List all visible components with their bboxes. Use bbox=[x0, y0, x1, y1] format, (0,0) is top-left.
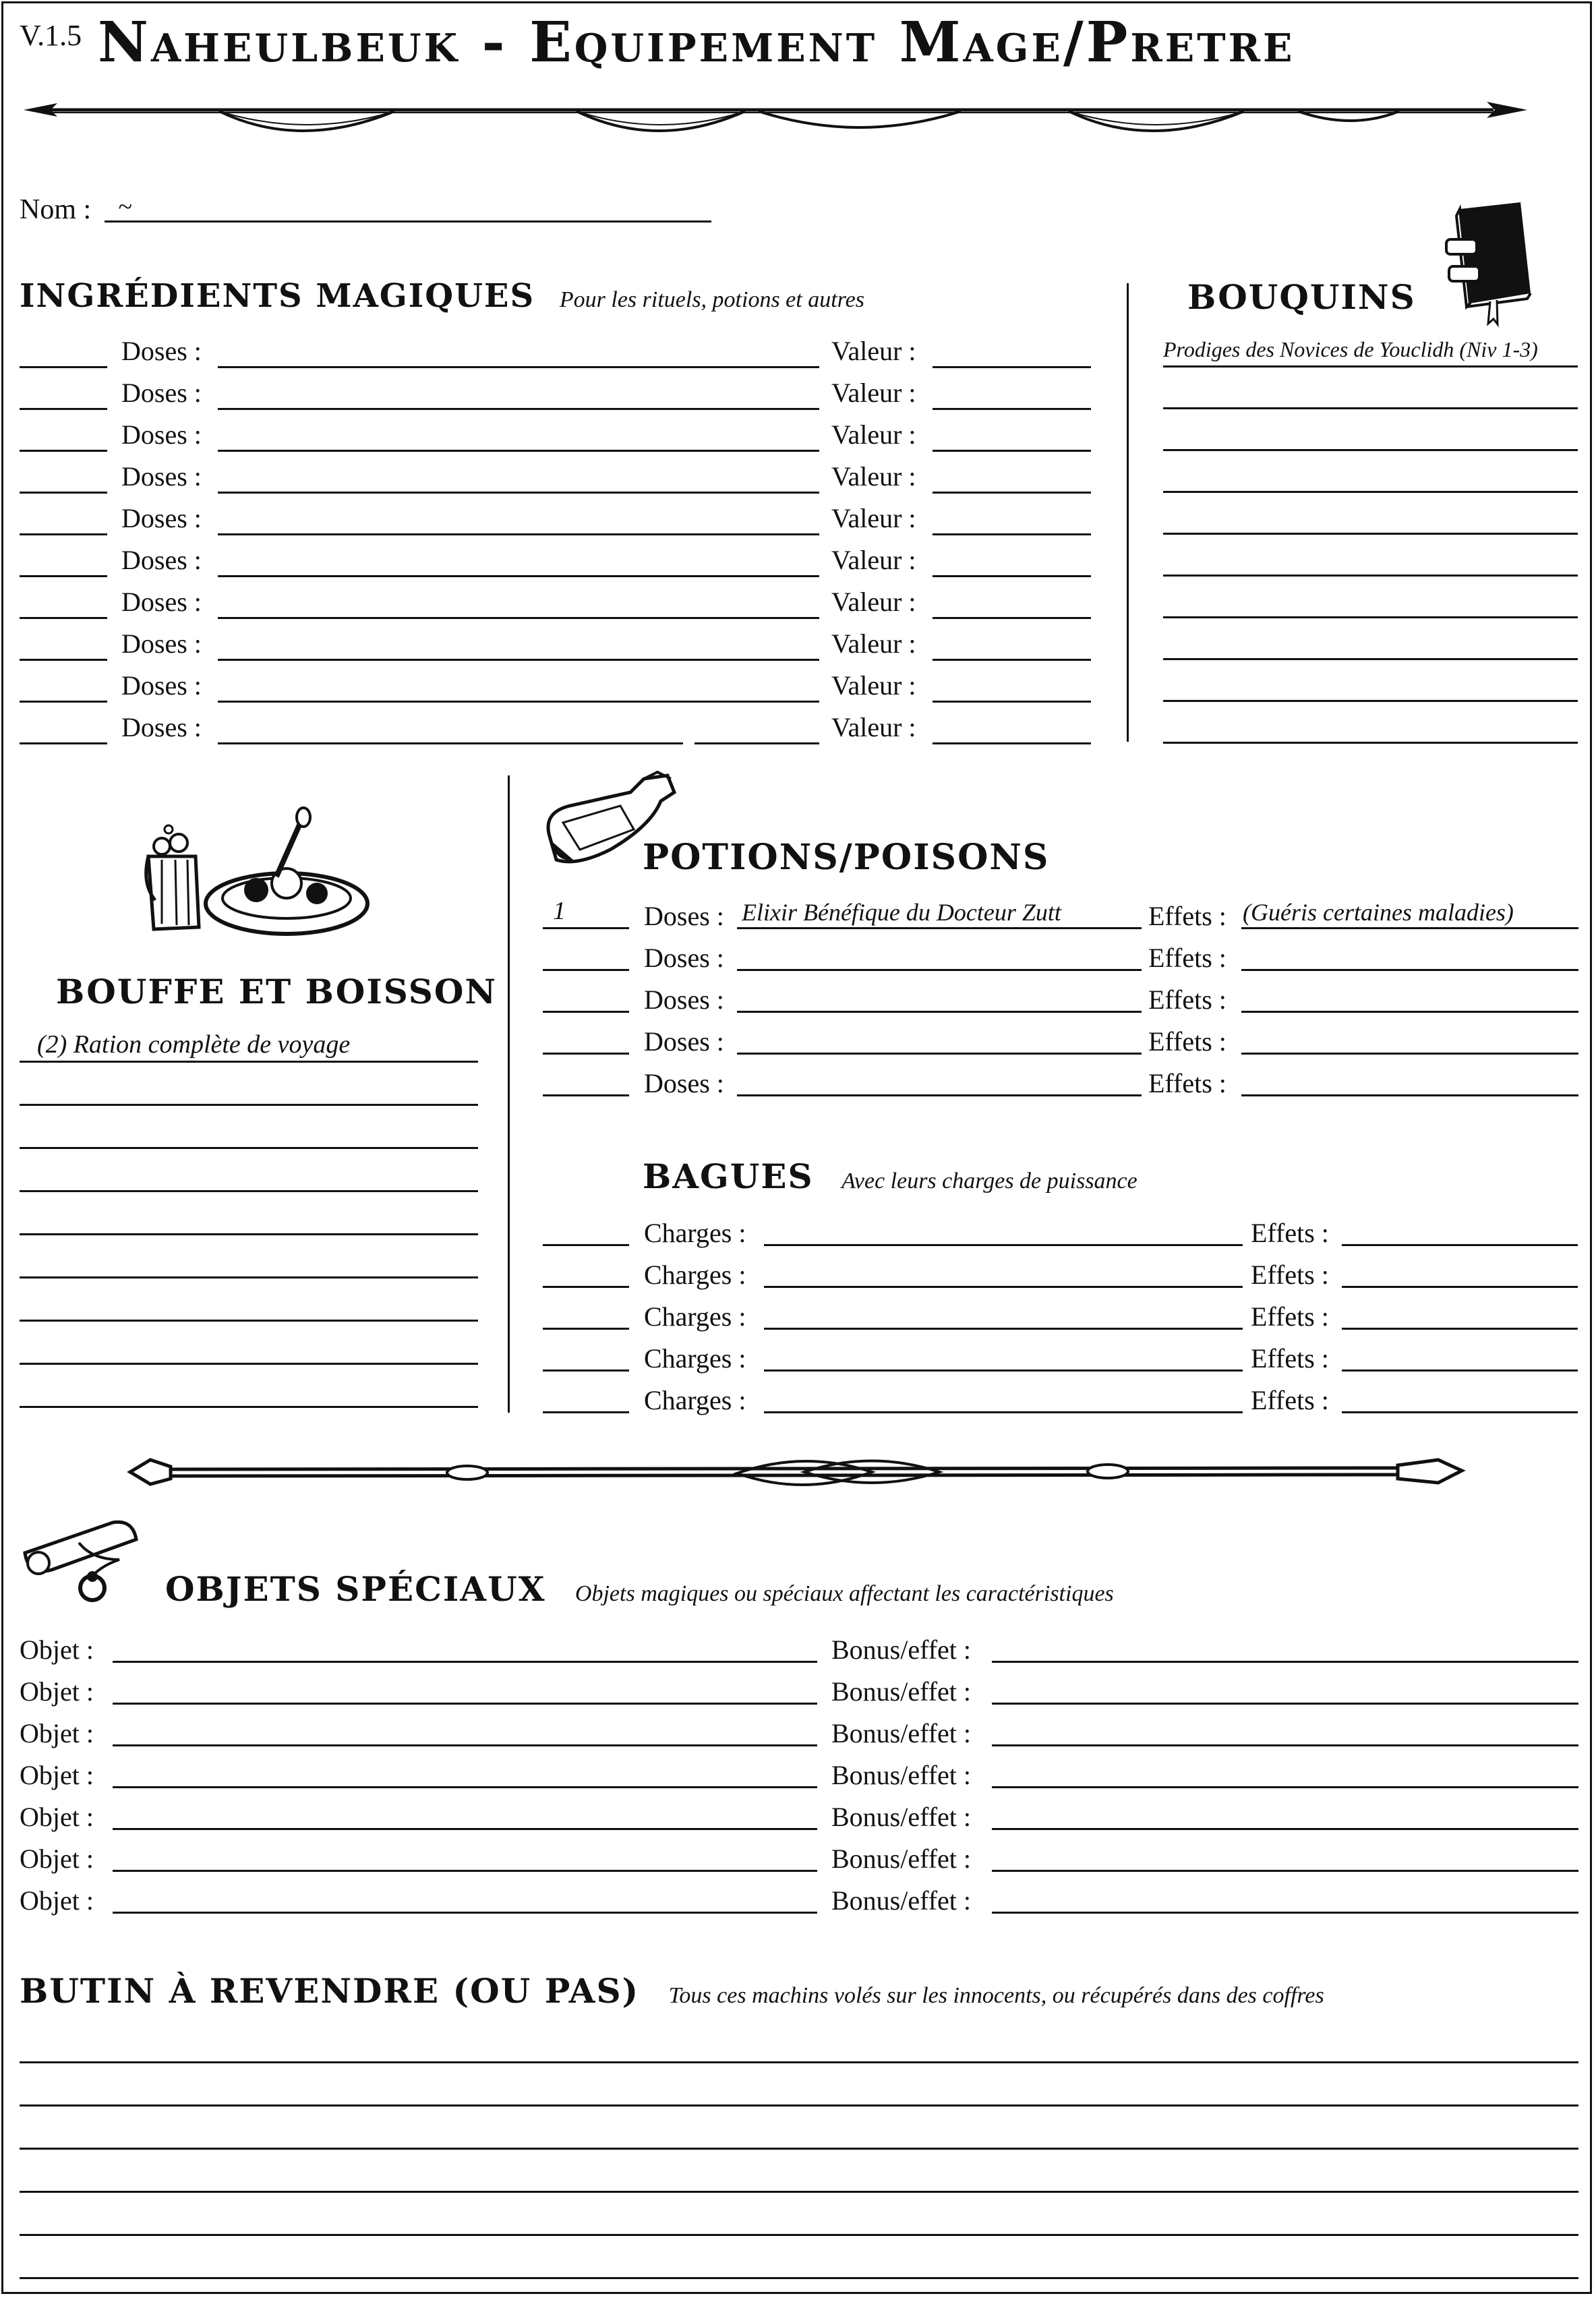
objets-heading bbox=[165, 1569, 1114, 1609]
bouffe-line bbox=[20, 1104, 478, 1106]
ingredient-valeur-label: Valeur : bbox=[831, 503, 916, 533]
ingredient-valeur-line bbox=[933, 533, 1091, 535]
butin-heading bbox=[20, 1971, 1324, 2011]
objet-label: Objet : bbox=[20, 1676, 94, 1707]
ingredient-valeur-label: Valeur : bbox=[831, 378, 916, 408]
ingredient-qty-line bbox=[20, 659, 107, 661]
potion-qty-line bbox=[543, 1053, 629, 1055]
bague-effets-label: Effets : bbox=[1251, 1260, 1329, 1290]
bouffe-line bbox=[20, 1147, 478, 1149]
ingredient-valeur-line bbox=[933, 659, 1091, 661]
bonus-effet-label: Bonus/effet : bbox=[831, 1760, 972, 1790]
potion-qty[interactable]: 1 bbox=[553, 897, 566, 925]
bague-charges-label: Charges : bbox=[644, 1385, 746, 1415]
bouquin-line bbox=[1163, 407, 1578, 409]
ingredient-qty-line bbox=[20, 701, 107, 703]
character-sheet bbox=[1, 1, 1592, 2294]
ingredient-name-line bbox=[218, 659, 819, 661]
ingredient-valeur-line bbox=[933, 742, 1091, 744]
objet-line bbox=[113, 1828, 817, 1830]
ingredient-valeur-label: Valeur : bbox=[831, 336, 916, 366]
bague-charges-label: Charges : bbox=[644, 1343, 746, 1374]
objet-line bbox=[113, 1703, 817, 1705]
bague-qty-line bbox=[543, 1286, 629, 1288]
potion-name-line bbox=[737, 1053, 1142, 1055]
bague-effets-line bbox=[1342, 1369, 1578, 1372]
bonus-effet-label: Bonus/effet : bbox=[831, 1718, 972, 1748]
bouffe-line bbox=[20, 1363, 478, 1365]
ingredient-valeur-line bbox=[933, 701, 1091, 703]
ingredient-name-line bbox=[218, 742, 683, 744]
bague-effets-label: Effets : bbox=[1251, 1385, 1329, 1415]
ingredient-valeur-label: Valeur : bbox=[831, 419, 916, 450]
staff-divider-icon bbox=[130, 1453, 1465, 1494]
bonus-effet-label: Bonus/effet : bbox=[831, 1844, 972, 1874]
bouffe-line bbox=[20, 1061, 478, 1063]
arrow-divider-icon bbox=[17, 90, 1534, 150]
bouquin-line bbox=[1163, 616, 1578, 618]
scroll-ring-icon bbox=[18, 1512, 160, 1607]
ingredient-valeur-line bbox=[933, 617, 1091, 619]
ingredient-name-line bbox=[218, 408, 819, 410]
bagues-title: BAGUES bbox=[643, 1156, 814, 1196]
ingredient-valeur-label: Valeur : bbox=[831, 545, 916, 575]
book-icon bbox=[1440, 199, 1541, 327]
bonus-effet-line bbox=[992, 1703, 1578, 1705]
potion-effet-line bbox=[1241, 969, 1578, 971]
bouquin-line bbox=[1163, 365, 1578, 367]
bonus-effet-line bbox=[992, 1828, 1578, 1830]
bouffe-line bbox=[20, 1276, 478, 1278]
bague-qty-line bbox=[543, 1328, 629, 1330]
objet-line bbox=[113, 1912, 817, 1914]
potion-effet-line bbox=[1241, 1011, 1578, 1013]
bouffe-line bbox=[20, 1320, 478, 1322]
ingredient-name-line bbox=[218, 701, 819, 703]
bague-effets-label: Effets : bbox=[1251, 1301, 1329, 1332]
bague-effets-line bbox=[1342, 1286, 1578, 1288]
potion-qty-line bbox=[543, 1094, 629, 1096]
bouffe-title: BOUFFE ET BOISSON bbox=[56, 972, 498, 1011]
bouquin-line bbox=[1163, 491, 1578, 493]
objet-label: Objet : bbox=[20, 1802, 94, 1832]
bague-charges-line bbox=[764, 1286, 1243, 1288]
objet-label: Objet : bbox=[20, 1885, 94, 1916]
version-label: V.1.5 bbox=[20, 19, 82, 52]
bague-charges-line bbox=[764, 1411, 1243, 1413]
bouffe-line bbox=[20, 1406, 478, 1408]
bague-charges-line bbox=[764, 1369, 1243, 1372]
ingredient-valeur-line bbox=[933, 366, 1091, 368]
butin-line bbox=[20, 2277, 1578, 2279]
butin-title: BUTIN À REVENDRE (OU PAS) bbox=[20, 1971, 640, 2011]
objet-line bbox=[113, 1870, 817, 1872]
bouquins-title: BOUQUINS bbox=[1187, 277, 1416, 317]
ingredient-valeur-line bbox=[933, 408, 1091, 410]
ingredient-valeur-label: Valeur : bbox=[831, 712, 916, 742]
potion-name-line bbox=[737, 1011, 1142, 1013]
potion-qty-line bbox=[543, 1011, 629, 1013]
ingredient-doses-label: Doses : bbox=[121, 545, 202, 575]
bague-effets-label: Effets : bbox=[1251, 1343, 1329, 1374]
ingredient-qty-line bbox=[20, 617, 107, 619]
bonus-effet-line bbox=[992, 1870, 1578, 1872]
bague-effets-label: Effets : bbox=[1251, 1218, 1329, 1248]
ingredient-valeur-label: Valeur : bbox=[831, 670, 916, 701]
nom-value[interactable]: ~ bbox=[118, 193, 132, 221]
potions-title: POTIONS/POISONS bbox=[643, 837, 1050, 878]
ingredient-doses-label: Doses : bbox=[121, 461, 202, 492]
bouquins-separator bbox=[1127, 283, 1129, 742]
bague-charges-line bbox=[764, 1328, 1243, 1330]
butin-line bbox=[20, 2148, 1578, 2150]
ingredient-doses-label: Doses : bbox=[121, 628, 202, 659]
ingredient-name-line bbox=[218, 366, 819, 368]
ingredient-qty-line bbox=[20, 408, 107, 410]
ingredient-qty-line bbox=[20, 575, 107, 577]
ingredient-qty-line bbox=[20, 366, 107, 368]
potion-name[interactable]: Elixir Bénéfique du Docteur Zutt bbox=[742, 899, 1061, 926]
potion-doses-label: Doses : bbox=[644, 943, 724, 973]
objet-label: Objet : bbox=[20, 1844, 94, 1874]
butin-line bbox=[20, 2191, 1578, 2193]
bouffe-line bbox=[20, 1190, 478, 1192]
bonus-effet-label: Bonus/effet : bbox=[831, 1634, 972, 1665]
bouquin-line bbox=[1163, 533, 1578, 535]
bouffe-separator bbox=[508, 775, 510, 1413]
potion-qty-line bbox=[543, 927, 629, 929]
potion-effet[interactable]: (Guéris certaines maladies) bbox=[1243, 899, 1514, 926]
potion-effet-line bbox=[1241, 927, 1578, 929]
butin-line bbox=[20, 2104, 1578, 2106]
potion-doses-label: Doses : bbox=[644, 1068, 724, 1098]
ingredient-valeur-label: Valeur : bbox=[831, 628, 916, 659]
ingredient-name-line-2 bbox=[694, 742, 819, 744]
potion-effets-label: Effets : bbox=[1148, 1026, 1226, 1057]
nom-label: Nom : bbox=[20, 194, 92, 225]
ingredient-doses-label: Doses : bbox=[121, 503, 202, 533]
ingredient-doses-label: Doses : bbox=[121, 336, 202, 366]
bouquin-line bbox=[1163, 742, 1578, 744]
ingredient-name-line bbox=[218, 575, 819, 577]
bague-qty-line bbox=[543, 1411, 629, 1413]
butin-subtitle: Tous ces machins volés sur les innocents, ou récupérés dans des coffres bbox=[668, 1983, 1324, 2008]
objet-line bbox=[113, 1786, 817, 1788]
bonus-effet-line bbox=[992, 1786, 1578, 1788]
ingredient-valeur-line bbox=[933, 492, 1091, 494]
bagues-subtitle: Avec leurs charges de puissance bbox=[841, 1169, 1137, 1194]
bague-effets-line bbox=[1342, 1328, 1578, 1330]
page-title: Naheulbeuk - Equipement Mage/Pretre bbox=[98, 10, 1295, 75]
bouquin-line bbox=[1163, 574, 1578, 577]
ingredient-doses-label: Doses : bbox=[121, 419, 202, 450]
ingredient-name-line bbox=[218, 450, 819, 452]
bonus-effet-line bbox=[992, 1744, 1578, 1746]
potion-name-line bbox=[737, 927, 1142, 929]
objet-label: Objet : bbox=[20, 1718, 94, 1748]
butin-line bbox=[20, 2234, 1578, 2236]
objet-label: Objet : bbox=[20, 1634, 94, 1665]
bague-charges-label: Charges : bbox=[644, 1301, 746, 1332]
potion-name-line bbox=[737, 969, 1142, 971]
bague-qty-line bbox=[543, 1369, 629, 1372]
bague-effets-line bbox=[1342, 1244, 1578, 1246]
ingredient-qty-line bbox=[20, 492, 107, 494]
bouffe-item[interactable]: (2) Ration complète de voyage bbox=[37, 1030, 351, 1059]
ingredient-name-line bbox=[218, 617, 819, 619]
bonus-effet-label: Bonus/effet : bbox=[831, 1802, 972, 1832]
ingredient-doses-label: Doses : bbox=[121, 670, 202, 701]
ingredient-qty-line bbox=[20, 742, 107, 744]
bouquin-line bbox=[1163, 658, 1578, 660]
ingredient-doses-label: Doses : bbox=[121, 587, 202, 617]
ingredient-name-line bbox=[218, 533, 819, 535]
bonus-effet-line bbox=[992, 1661, 1578, 1663]
bague-charges-label: Charges : bbox=[644, 1260, 746, 1290]
ingredient-valeur-line bbox=[933, 575, 1091, 577]
bague-effets-line bbox=[1342, 1411, 1578, 1413]
potion-name-line bbox=[737, 1094, 1142, 1096]
ingredient-doses-label: Doses : bbox=[121, 712, 202, 742]
objet-line bbox=[113, 1744, 817, 1746]
bonus-effet-label: Bonus/effet : bbox=[831, 1676, 972, 1707]
potion-effet-line bbox=[1241, 1053, 1578, 1055]
bouquin-line bbox=[1163, 449, 1578, 451]
ingredients-heading bbox=[20, 277, 864, 315]
ingredient-name-line bbox=[218, 492, 819, 494]
potion-effet-line bbox=[1241, 1094, 1578, 1096]
potion-doses-label: Doses : bbox=[644, 901, 724, 931]
butin-line bbox=[20, 2061, 1578, 2063]
potion-effets-label: Effets : bbox=[1148, 984, 1226, 1015]
bouquin-line bbox=[1163, 700, 1578, 702]
ingredient-valeur-line bbox=[933, 450, 1091, 452]
potion-qty-line bbox=[543, 969, 629, 971]
bagues-heading bbox=[643, 1156, 1137, 1196]
ingredient-doses-label: Doses : bbox=[121, 378, 202, 408]
ingredient-valeur-label: Valeur : bbox=[831, 461, 916, 492]
bonus-effet-label: Bonus/effet : bbox=[831, 1885, 972, 1916]
bonus-effet-line bbox=[992, 1912, 1578, 1914]
potion-doses-label: Doses : bbox=[644, 984, 724, 1015]
potion-doses-label: Doses : bbox=[644, 1026, 724, 1057]
bague-qty-line bbox=[543, 1244, 629, 1246]
objet-line bbox=[113, 1661, 817, 1663]
objets-title: OBJETS SPÉCIAUX bbox=[165, 1569, 546, 1609]
bouquin-name[interactable]: Prodiges des Novices de Youclidh (Niv 1-3) bbox=[1163, 337, 1538, 361]
ingredient-valeur-label: Valeur : bbox=[831, 587, 916, 617]
potion-effets-label: Effets : bbox=[1148, 901, 1226, 931]
potion-effets-label: Effets : bbox=[1148, 943, 1226, 973]
bague-charges-label: Charges : bbox=[644, 1218, 746, 1248]
ingredients-title: INGRÉDIENTS MAGIQUES bbox=[20, 277, 535, 315]
objets-subtitle: Objets magiques ou spéciaux affectant les caractéristiques bbox=[574, 1581, 1114, 1606]
ingredients-subtitle: Pour les rituels, potions et autres bbox=[559, 287, 864, 312]
objet-label: Objet : bbox=[20, 1760, 94, 1790]
nom-field-line bbox=[105, 220, 711, 223]
potion-effets-label: Effets : bbox=[1148, 1068, 1226, 1098]
ingredient-qty-line bbox=[20, 450, 107, 452]
food-bowl-icon bbox=[142, 809, 371, 944]
bague-charges-line bbox=[764, 1244, 1243, 1246]
ingredient-qty-line bbox=[20, 533, 107, 535]
bouffe-line bbox=[20, 1233, 478, 1235]
